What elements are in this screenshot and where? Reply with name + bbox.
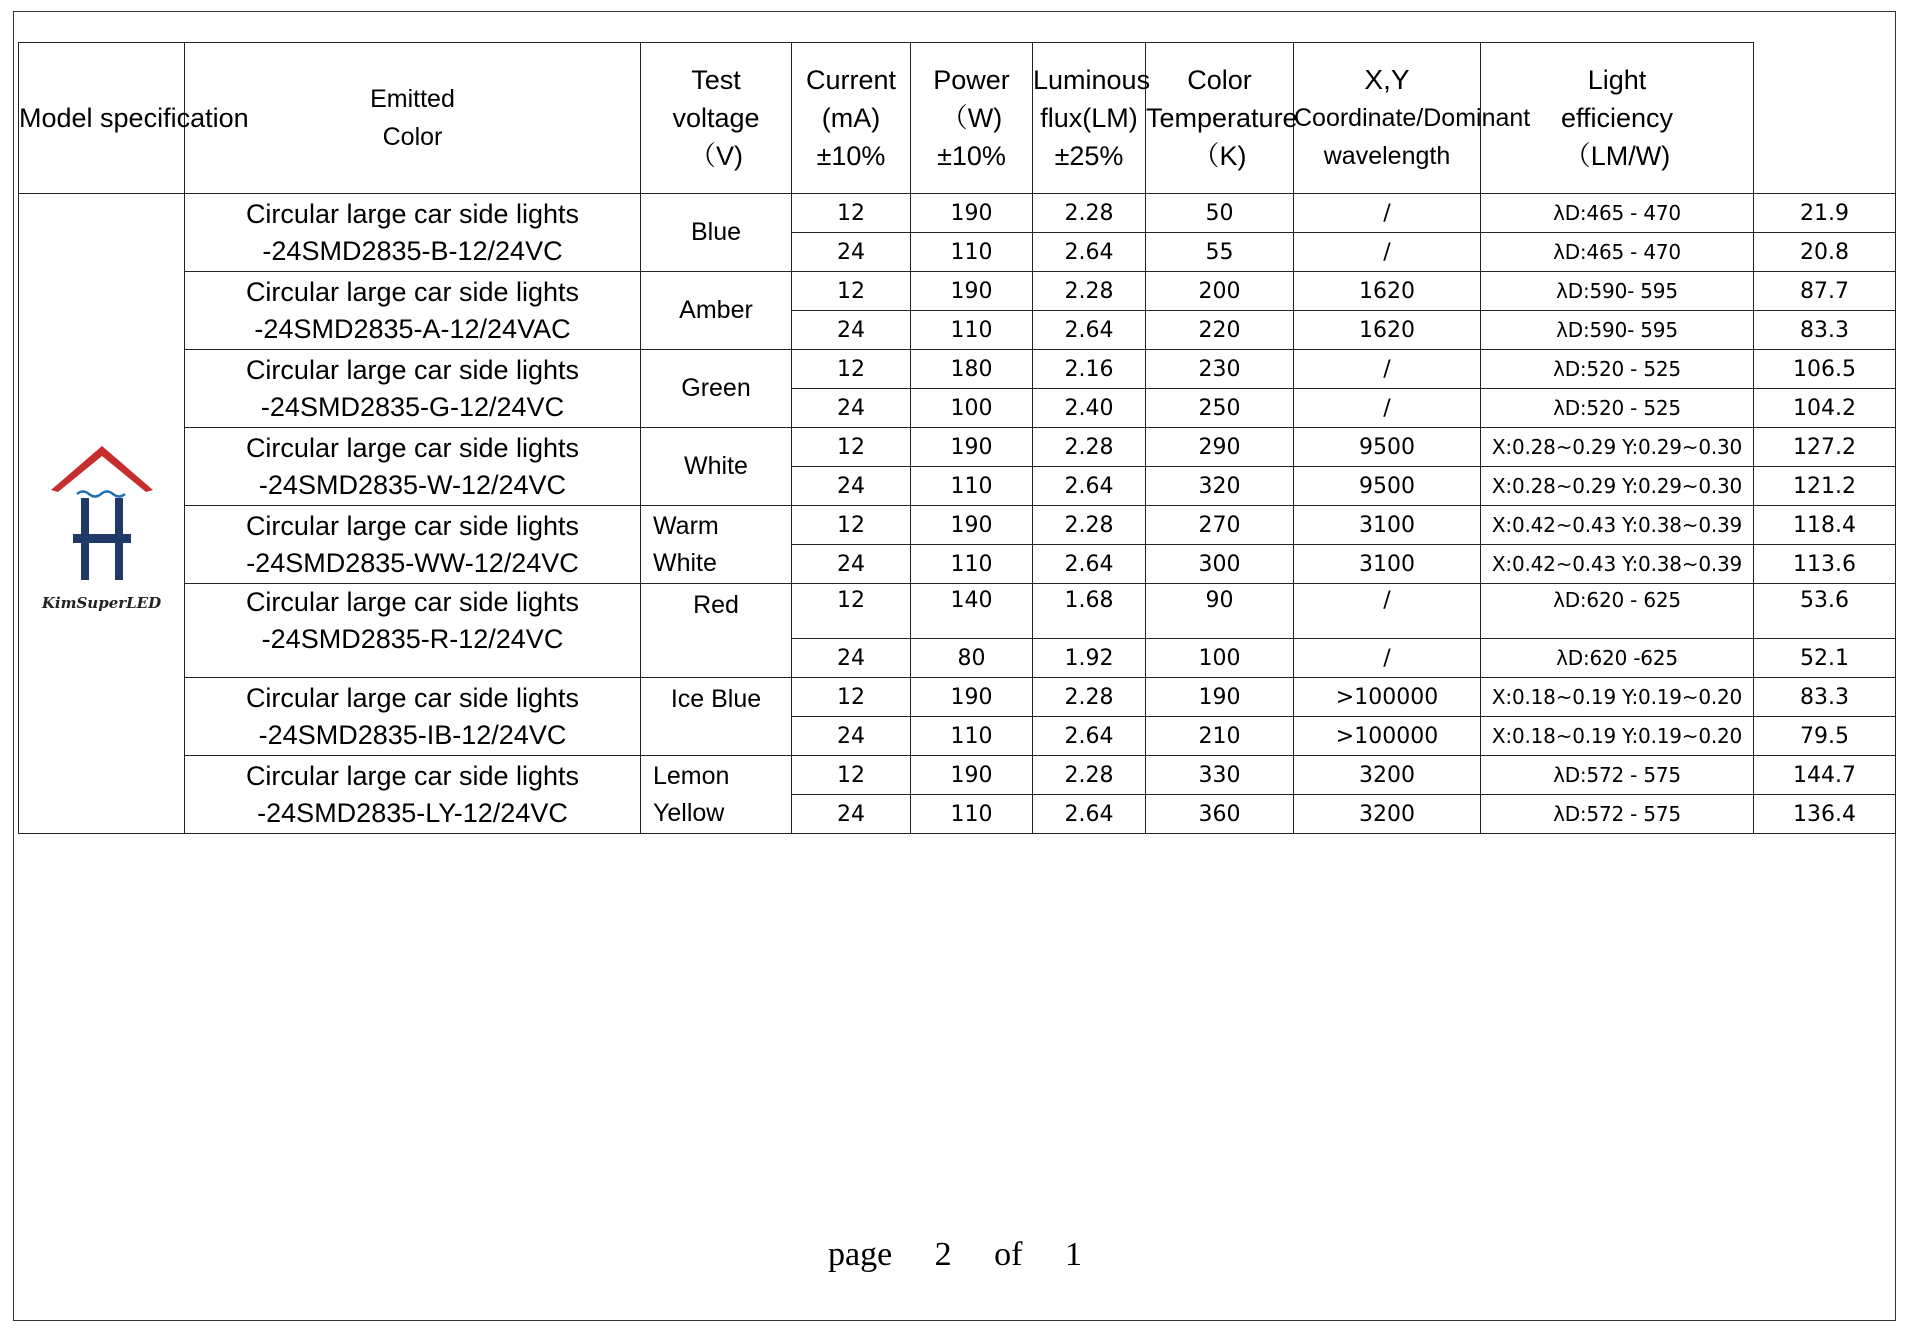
emitted-color-cell: Green (641, 350, 792, 428)
current-cell: 110 (911, 233, 1033, 272)
emitted-color-cell: Ice Blue (641, 678, 792, 756)
current-cell: 80 (911, 639, 1033, 678)
logo-cell (19, 194, 185, 834)
xy-cell: λD:590- 595 (1481, 272, 1754, 311)
model-spec-cell: Circular large car side lights -24SMD2835-G-12/24VC (185, 350, 641, 428)
current-cell: 190 (911, 506, 1033, 545)
xy-cell: λD:465 - 470 (1481, 233, 1754, 272)
flux-cell: 290 (1146, 428, 1294, 467)
xy-cell: X:0.42~0.43 Y:0.38~0.39 (1481, 545, 1754, 584)
table-row (19, 194, 1896, 233)
flux-cell: 200 (1146, 272, 1294, 311)
current-cell: 110 (911, 717, 1033, 756)
xy-cell: X:0.42~0.43 Y:0.38~0.39 (1481, 506, 1754, 545)
efficiency-cell: 118.4 (1754, 506, 1896, 545)
house-led-logo-icon (43, 440, 161, 590)
power-cell: 2.28 (1033, 506, 1146, 545)
power-cell: 2.64 (1033, 717, 1146, 756)
current-cell: 100 (911, 389, 1033, 428)
voltage-cell: 24 (792, 311, 911, 350)
cct-cell: / (1294, 584, 1481, 639)
efficiency-cell: 20.8 (1754, 233, 1896, 272)
emitted-color-cell: Red (641, 584, 792, 678)
cct-cell: / (1294, 639, 1481, 678)
voltage-cell: 12 (792, 678, 911, 717)
power-cell: 2.28 (1033, 428, 1146, 467)
voltage-cell: 24 (792, 233, 911, 272)
header-power: Power （W) ±10% (911, 43, 1033, 194)
voltage-cell: 12 (792, 584, 911, 639)
flux-cell: 90 (1146, 584, 1294, 639)
xy-cell: λD:520 - 525 (1481, 350, 1754, 389)
xy-cell: X:0.28~0.29 Y:0.29~0.30 (1481, 467, 1754, 506)
cct-cell: 1620 (1294, 272, 1481, 311)
model-spec-cell: Circular large car side lights -24SMD2835-WW-12/24VC (185, 506, 641, 584)
header-color: Emitted Color (185, 43, 641, 194)
current-cell: 190 (911, 678, 1033, 717)
header-row (19, 43, 1896, 194)
cct-cell: >100000 (1294, 678, 1481, 717)
power-cell: 2.40 (1033, 389, 1146, 428)
footer-of-word: of (994, 1236, 1023, 1273)
flux-cell: 50 (1146, 194, 1294, 233)
header-model: Model specification (19, 43, 185, 194)
voltage-cell: 12 (792, 194, 911, 233)
table-row (19, 678, 1896, 717)
voltage-cell: 24 (792, 389, 911, 428)
cct-cell: 1620 (1294, 311, 1481, 350)
flux-cell: 270 (1146, 506, 1294, 545)
cct-cell: 9500 (1294, 428, 1481, 467)
model-spec-cell: Circular large car side lights -24SMD2835-A-12/24VAC (185, 272, 641, 350)
model-spec-cell: Circular large car side lights -24SMD2835-B-12/24VC (185, 194, 641, 272)
efficiency-cell: 83.3 (1754, 678, 1896, 717)
efficiency-cell: 53.6 (1754, 584, 1896, 639)
cct-cell: / (1294, 233, 1481, 272)
power-cell: 2.64 (1033, 311, 1146, 350)
efficiency-cell: 52.1 (1754, 639, 1896, 678)
flux-cell: 330 (1146, 756, 1294, 795)
current-cell: 190 (911, 194, 1033, 233)
flux-cell: 210 (1146, 717, 1294, 756)
current-cell: 110 (911, 545, 1033, 584)
xy-cell: λD:590- 595 (1481, 311, 1754, 350)
flux-cell: 360 (1146, 795, 1294, 834)
emitted-color-cell: Blue (641, 194, 792, 272)
cct-cell: / (1294, 350, 1481, 389)
xy-cell: λD:620 - 625 (1481, 584, 1754, 639)
power-cell: 2.28 (1033, 678, 1146, 717)
emitted-color-cell: White (641, 428, 792, 506)
spec-table (18, 42, 1896, 834)
voltage-cell: 24 (792, 639, 911, 678)
voltage-cell: 24 (792, 545, 911, 584)
emitted-color-cell: Amber (641, 272, 792, 350)
voltage-cell: 12 (792, 272, 911, 311)
voltage-cell: 12 (792, 350, 911, 389)
xy-cell: λD:620 -625 (1481, 639, 1754, 678)
logo-brand-text: KimSuperLED (41, 594, 162, 612)
power-cell: 2.28 (1033, 194, 1146, 233)
emitted-color-cell: Warm White (641, 506, 792, 584)
table-row (19, 756, 1896, 795)
flux-cell: 250 (1146, 389, 1294, 428)
page-footer (0, 1236, 1910, 1274)
header-voltage: Test voltage （V) (641, 43, 792, 194)
xy-cell: X:0.28~0.29 Y:0.29~0.30 (1481, 428, 1754, 467)
header-current: Current (mA) ±10% (792, 43, 911, 194)
model-spec-cell: Circular large car side lights -24SMD2835-LY-12/24VC (185, 756, 641, 834)
efficiency-cell: 144.7 (1754, 756, 1896, 795)
current-cell: 110 (911, 467, 1033, 506)
header-efficiency: Light efficiency （LM/W) (1481, 43, 1754, 194)
efficiency-cell: 121.2 (1754, 467, 1896, 506)
cct-cell: 3200 (1294, 795, 1481, 834)
spec-body (19, 194, 1896, 834)
emitted-color-cell: Lemon Yellow (641, 756, 792, 834)
flux-cell: 190 (1146, 678, 1294, 717)
voltage-cell: 24 (792, 717, 911, 756)
flux-cell: 55 (1146, 233, 1294, 272)
power-cell: 1.92 (1033, 639, 1146, 678)
model-spec-cell: Circular large car side lights -24SMD2835-W-12/24VC (185, 428, 641, 506)
table-row (19, 584, 1896, 639)
voltage-cell: 12 (792, 756, 911, 795)
power-cell: 2.28 (1033, 272, 1146, 311)
efficiency-cell: 104.2 (1754, 389, 1896, 428)
efficiency-cell: 106.5 (1754, 350, 1896, 389)
power-cell: 2.28 (1033, 756, 1146, 795)
voltage-cell: 12 (792, 506, 911, 545)
table-row (19, 506, 1896, 545)
cct-cell: 3100 (1294, 506, 1481, 545)
flux-cell: 220 (1146, 311, 1294, 350)
current-cell: 110 (911, 311, 1033, 350)
model-spec-cell: Circular large car side lights -24SMD2835-R-12/24VC (185, 584, 641, 678)
voltage-cell: 24 (792, 795, 911, 834)
table-row (19, 350, 1896, 389)
xy-cell: λD:520 - 525 (1481, 389, 1754, 428)
flux-cell: 230 (1146, 350, 1294, 389)
xy-cell: X:0.18~0.19 Y:0.19~0.20 (1481, 717, 1754, 756)
voltage-cell: 24 (792, 467, 911, 506)
power-cell: 2.16 (1033, 350, 1146, 389)
header-xy: X,Y Coordinate/Dominant wavelength (1294, 43, 1481, 194)
model-spec-cell: Circular large car side lights -24SMD2835-IB-12/24VC (185, 678, 641, 756)
voltage-cell: 12 (792, 428, 911, 467)
cct-cell: / (1294, 389, 1481, 428)
cct-cell: 3100 (1294, 545, 1481, 584)
efficiency-cell: 136.4 (1754, 795, 1896, 834)
cct-cell: 3200 (1294, 756, 1481, 795)
efficiency-cell: 87.7 (1754, 272, 1896, 311)
power-cell: 1.68 (1033, 584, 1146, 639)
current-cell: 190 (911, 756, 1033, 795)
efficiency-cell: 83.3 (1754, 311, 1896, 350)
xy-cell: λD:572 - 575 (1481, 756, 1754, 795)
current-cell: 190 (911, 428, 1033, 467)
footer-page-word: page (827, 1236, 893, 1273)
xy-cell: λD:465 - 470 (1481, 194, 1754, 233)
efficiency-cell: 79.5 (1754, 717, 1896, 756)
flux-cell: 320 (1146, 467, 1294, 506)
table-row (19, 272, 1896, 311)
power-cell: 2.64 (1033, 233, 1146, 272)
table-row (19, 428, 1896, 467)
power-cell: 2.64 (1033, 795, 1146, 834)
header-flux: Luminous flux(LM) ±25% (1033, 43, 1146, 194)
power-cell: 2.64 (1033, 467, 1146, 506)
cct-cell: 9500 (1294, 467, 1481, 506)
efficiency-cell: 21.9 (1754, 194, 1896, 233)
header-cct: Color Temperature （K) (1146, 43, 1294, 194)
efficiency-cell: 127.2 (1754, 428, 1896, 467)
flux-cell: 300 (1146, 545, 1294, 584)
current-cell: 140 (911, 584, 1033, 639)
footer-page-total: 1 (1065, 1236, 1082, 1273)
footer-page-number: 2 (934, 1236, 952, 1273)
power-cell: 2.64 (1033, 545, 1146, 584)
flux-cell: 100 (1146, 639, 1294, 678)
current-cell: 110 (911, 795, 1033, 834)
current-cell: 190 (911, 272, 1033, 311)
efficiency-cell: 113.6 (1754, 545, 1896, 584)
xy-cell: λD:572 - 575 (1481, 795, 1754, 834)
cct-cell: / (1294, 194, 1481, 233)
current-cell: 180 (911, 350, 1033, 389)
cct-cell: >100000 (1294, 717, 1481, 756)
xy-cell: X:0.18~0.19 Y:0.19~0.20 (1481, 678, 1754, 717)
